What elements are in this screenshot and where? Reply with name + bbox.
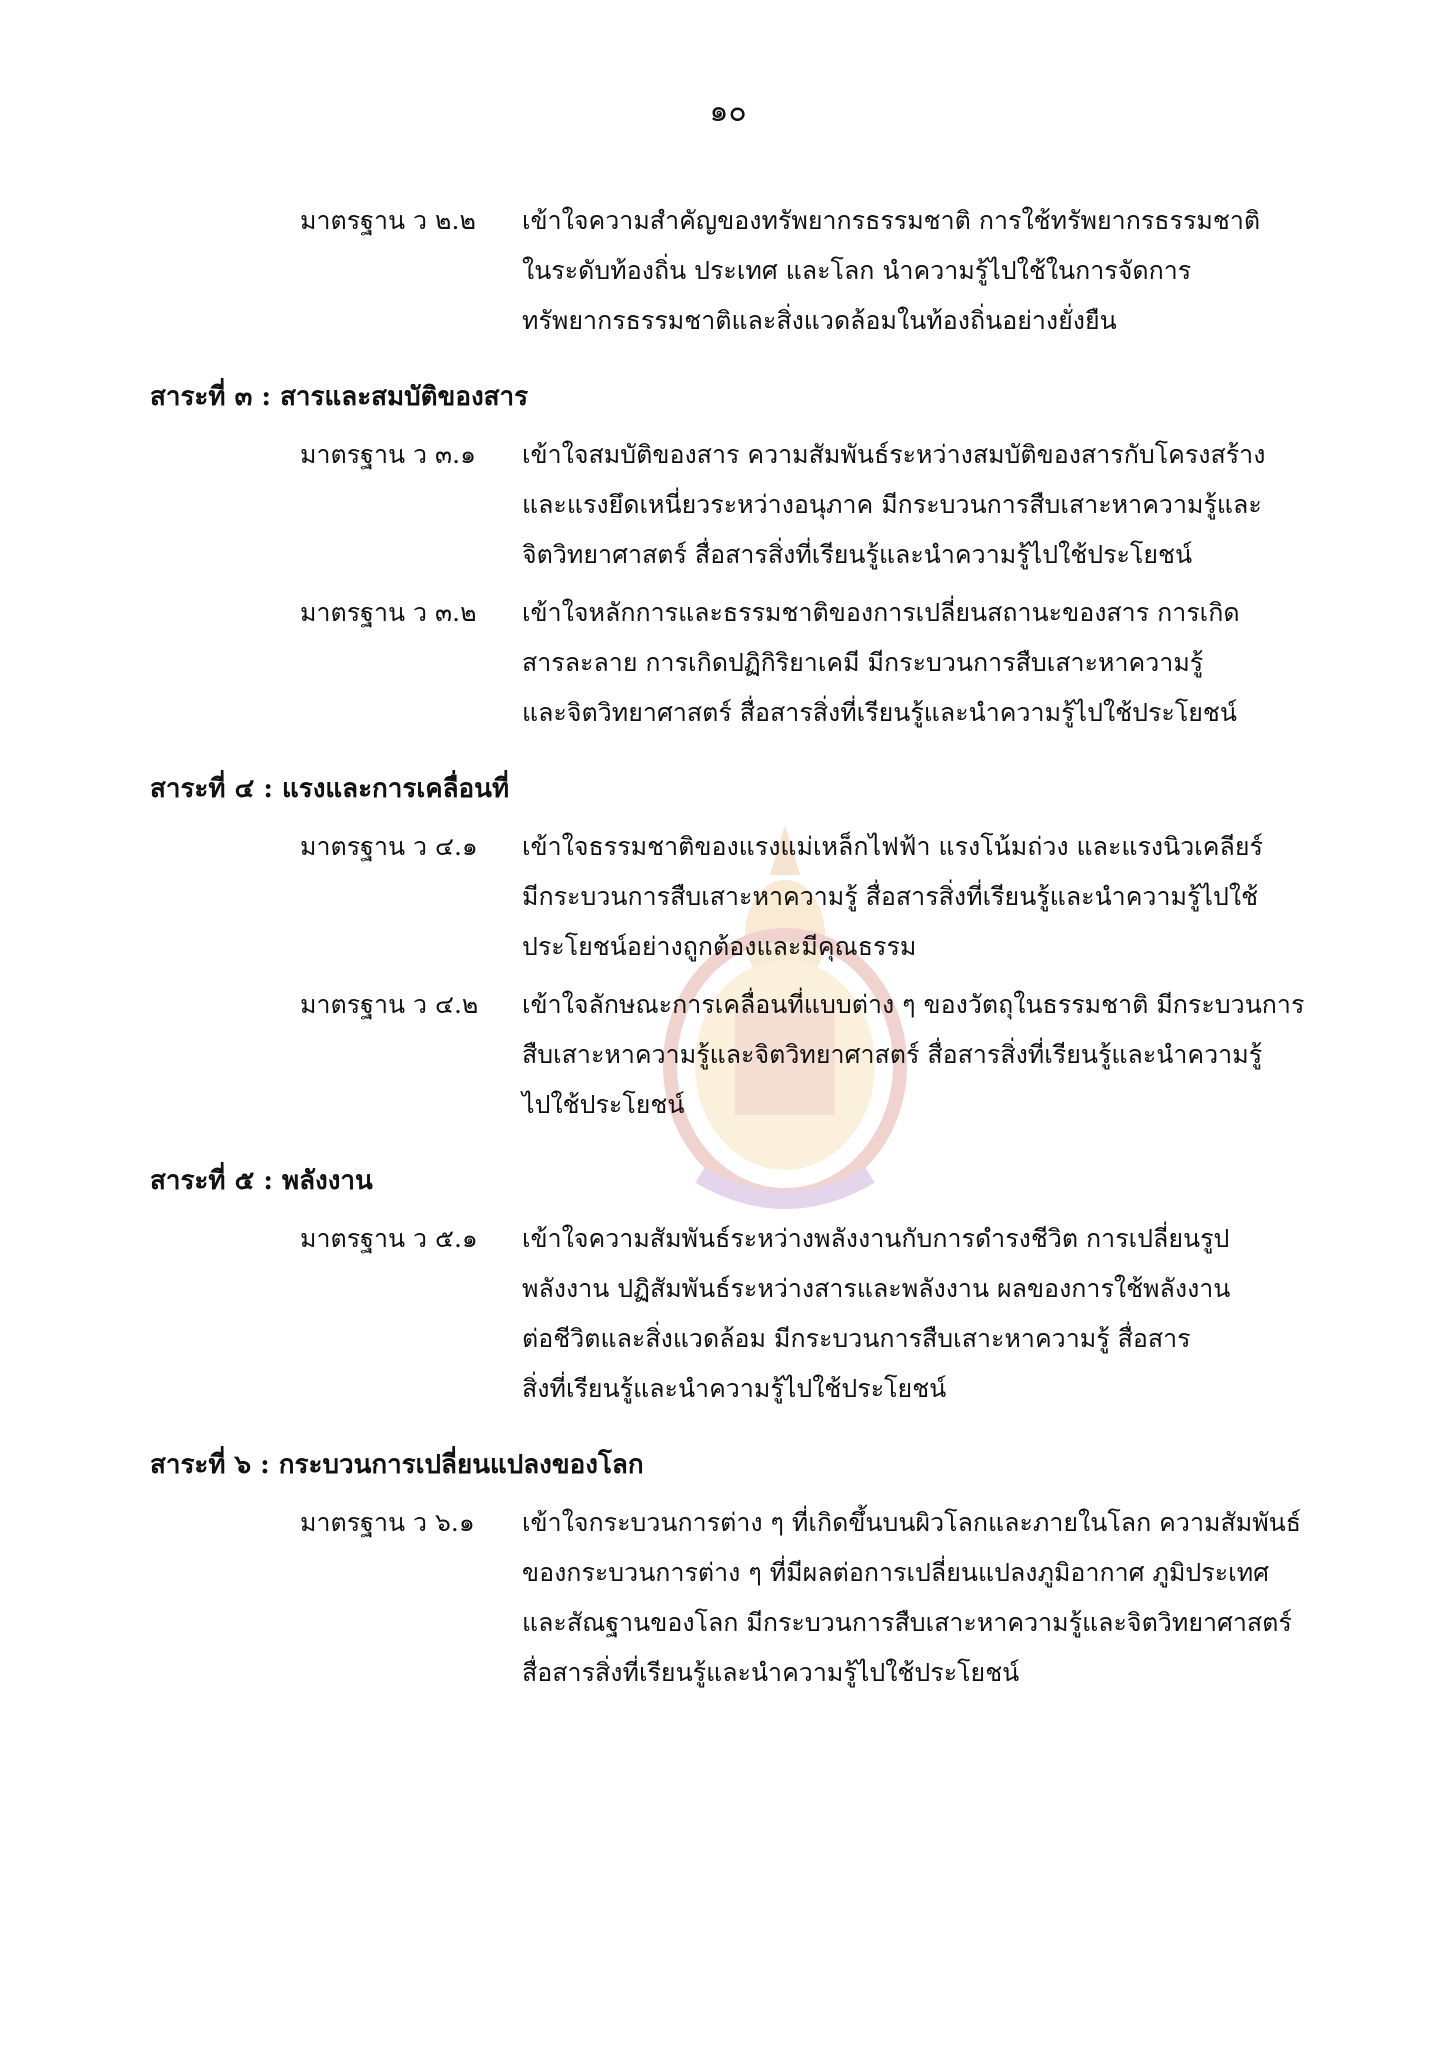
- standard-text-line: ของกระบวนการต่าง ๆ ที่มีผลต่อการเปลี่ยนแปลงภูมิอากาศ ภูมิประเทศ: [522, 1558, 1270, 1587]
- standard-text-line: เข้าใจหลักการและธรรมชาติของการเปลี่ยนสถานะของสาร การเกิด: [522, 598, 1240, 627]
- standard-text-line: สิ่งที่เรียนรู้และนำความรู้ไปใช้ประโยชน์: [522, 1374, 947, 1403]
- standard-label: มาตรฐาน ว ๓.๑: [300, 440, 476, 469]
- standard-text-line: เข้าใจสมบัติของสาร ความสัมพันธ์ระหว่างสมบัติของสารกับโครงสร้าง: [522, 440, 1266, 469]
- standard-text-line: และจิตวิทยาศาสตร์ สื่อสารสิ่งที่เรียนรู้และนำความรู้ไปใช้ประโยชน์: [522, 698, 1237, 727]
- standard-text-line: ประโยชน์อย่างถูกต้องและมีคุณธรรม: [522, 932, 917, 961]
- standard-text-line: และแรงยึดเหนี่ยวระหว่างอนุภาค มีกระบวนการสืบเสาะหาความรู้และ: [522, 490, 1262, 519]
- standard-3-2: [150, 588, 1330, 738]
- section-heading-6: สาระที่ ๖ : กระบวนการเปลี่ยนแปลงของโลก: [150, 1450, 644, 1480]
- standard-text-line: เข้าใจความสำคัญของทรัพยากรธรรมชาติ การใช้ทรัพยากรธรรมชาติ: [522, 206, 1261, 235]
- standard-4-2: [150, 980, 1330, 1130]
- standard-label: มาตรฐาน ว ๔.๒: [300, 990, 479, 1019]
- standard-label: มาตรฐาน ว ๖.๑: [300, 1508, 475, 1537]
- standard-text-line: จิตวิทยาศาสตร์ สื่อสารสิ่งที่เรียนรู้และนำความรู้ไปใช้ประโยชน์: [522, 540, 1193, 569]
- standard-text-line: ไปใช้ประโยชน์: [522, 1090, 685, 1119]
- standard-text-line: สารละลาย การเกิดปฏิกิริยาเคมี มีกระบวนการสืบเสาะหาความรู้: [522, 648, 1204, 677]
- standard-text-line: ในระดับท้องถิ่น ประเทศ และโลก นำความรู้ไปใช้ในการจัดการ: [522, 256, 1192, 285]
- standard-label: มาตรฐาน ว ๓.๒: [300, 598, 477, 627]
- section-heading-5: สาระที่ ๕ : พลังงาน: [150, 1166, 373, 1196]
- standard-text-line: สื่อสารสิ่งที่เรียนรู้และนำความรู้ไปใช้ประโยชน์: [522, 1658, 1020, 1687]
- standard-text-line: สืบเสาะหาความรู้และจิตวิทยาศาสตร์ สื่อสารสิ่งที่เรียนรู้และนำความรู้: [522, 1040, 1263, 1069]
- standard-label: มาตรฐาน ว ๒.๒: [300, 206, 476, 235]
- page-number: ๑๐: [709, 94, 747, 129]
- standard-6-1: [150, 1498, 1330, 1698]
- standard-text-line: มีกระบวนการสืบเสาะหาความรู้ สื่อสารสิ่งที่เรียนรู้และนำความรู้ไปใช้: [522, 882, 1259, 911]
- standard-text-line: และสัณฐานของโลก มีกระบวนการสืบเสาะหาความรู้และจิตวิทยาศาสตร์: [522, 1608, 1292, 1637]
- section-heading-3: สาระที่ ๓ : สารและสมบัติของสาร: [150, 382, 529, 412]
- standard-2-2: [150, 196, 1330, 346]
- standard-label: มาตรฐาน ว ๔.๑: [300, 832, 478, 861]
- standard-4-1: [150, 822, 1330, 972]
- standard-text-line: เข้าใจความสัมพันธ์ระหว่างพลังงานกับการดำรงชีวิต การเปลี่ยนรูป: [522, 1224, 1230, 1253]
- standard-text-line: เข้าใจลักษณะการเคลื่อนที่แบบต่าง ๆ ของวัตถุในธรรมชาติ มีกระบวนการ: [522, 990, 1305, 1019]
- standard-text-line: ทรัพยากรธรรมชาติและสิ่งแวดล้อมในท้องถิ่นอย่างยั่งยืน: [522, 306, 1117, 335]
- standard-3-1: [150, 430, 1330, 580]
- section-heading-4: สาระที่ ๔ : แรงและการเคลื่อนที่: [150, 774, 510, 804]
- document-body: [150, 196, 1330, 1706]
- standard-label: มาตรฐาน ว ๕.๑: [300, 1224, 478, 1253]
- standard-text-line: ต่อชีวิตและสิ่งแวดล้อม มีกระบวนการสืบเสาะหาความรู้ สื่อสาร: [522, 1324, 1191, 1353]
- standard-text-line: เข้าใจธรรมชาติของแรงแม่เหล็กไฟฟ้า แรงโน้มถ่วง และแรงนิวเคลียร์: [522, 832, 1263, 861]
- standard-5-1: [150, 1214, 1330, 1414]
- standard-text-line: เข้าใจกระบวนการต่าง ๆ ที่เกิดขึ้นบนผิวโลกและภายในโลก ความสัมพันธ์: [522, 1508, 1302, 1537]
- standard-text-line: พลังงาน ปฏิสัมพันธ์ระหว่างสารและพลังงาน ผลของการใช้พลังงาน: [522, 1274, 1231, 1303]
